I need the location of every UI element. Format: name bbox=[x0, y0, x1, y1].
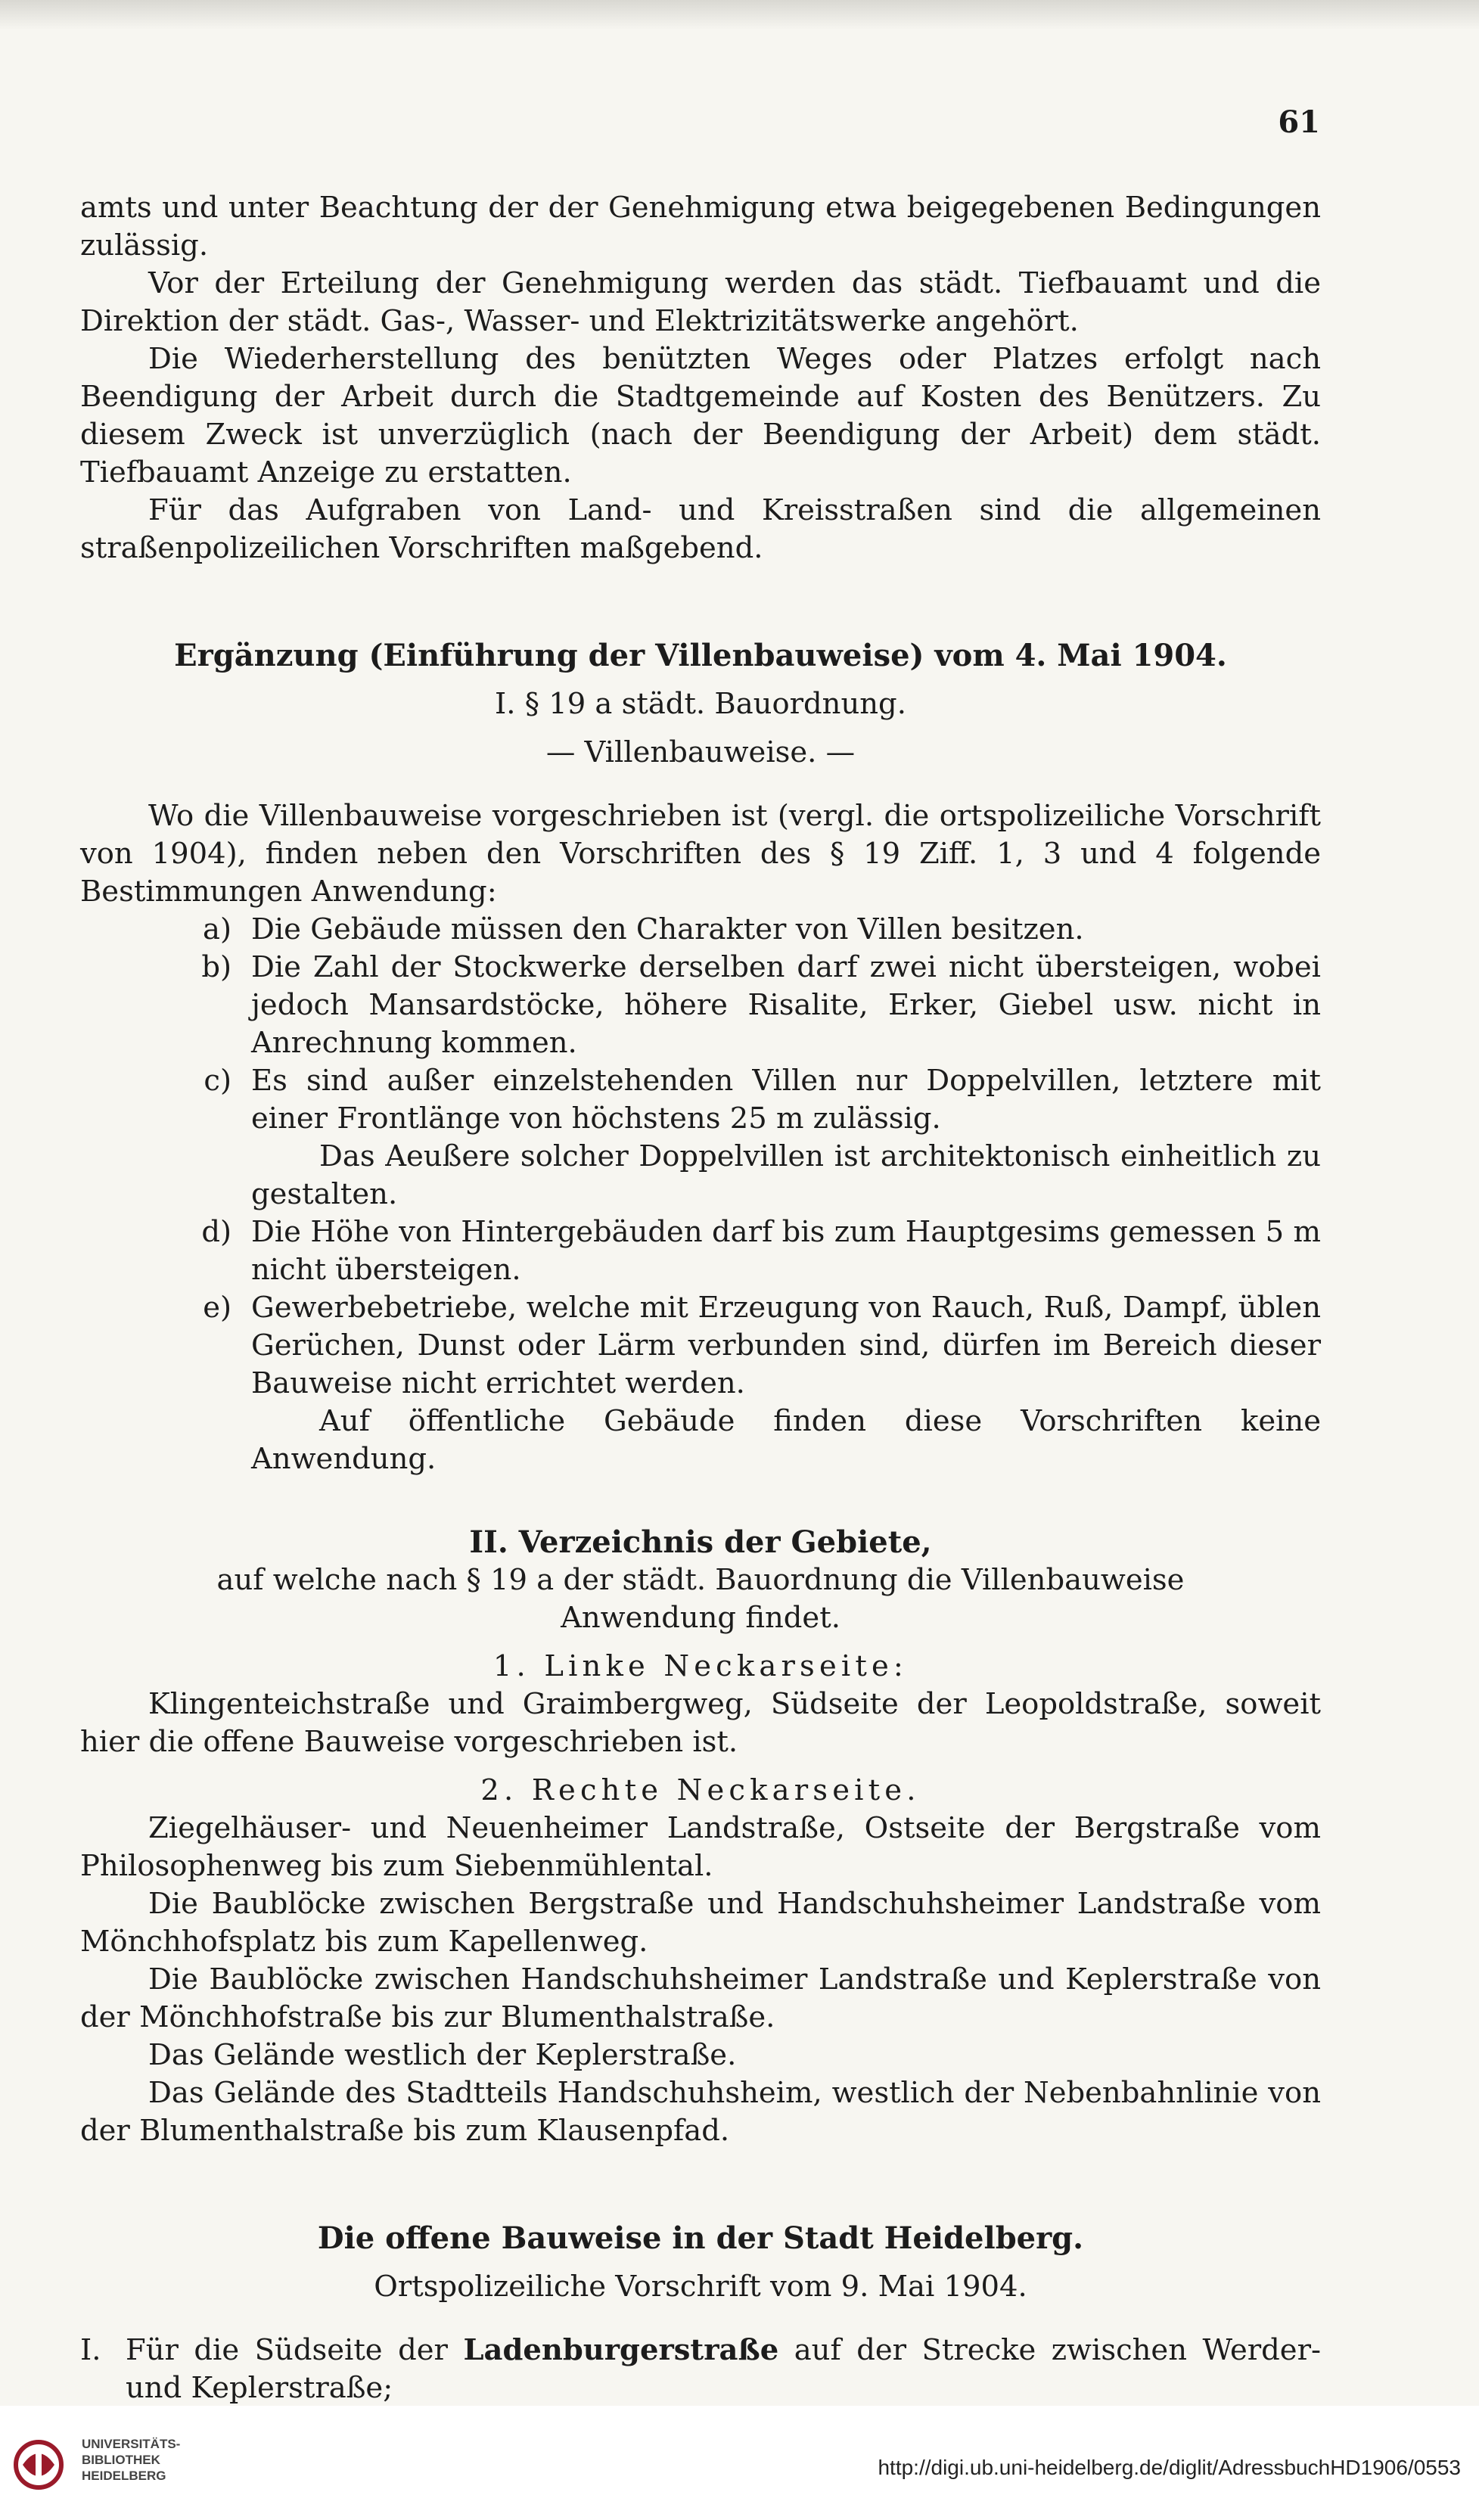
list-label: e) bbox=[203, 1291, 231, 1325]
page-content bbox=[80, 189, 1321, 2407]
paragraph-restoration: Die Wiederherstellung des benützten Weges oder Platzes erfolgt nach Beendigung der Arbeit durch die Stadtgemeinde auf Kosten des Benützers. Zu diesem Zweck ist unverzüglich (nach der Beendigung der Arbeit) dem städt. Tiefbauamt Anzeige zu erstatten. bbox=[80, 342, 1321, 489]
street-name-ladenburgerstrasse: Ladenburgerstraße bbox=[463, 2333, 779, 2367]
library-name bbox=[82, 2436, 180, 2484]
paragraph-right-bank-2: Die Baublöcke zwischen Bergstraße und Handschuhsheimer Landstraße vom Mönchhofsplatz bis zum Kapellenweg. bbox=[80, 1887, 1321, 1959]
paragraph-continuation: amts und unter Beachtung der der Genehmigung etwa beigegebenen Bedingungen zulässig. bbox=[80, 191, 1321, 263]
paragraph-closing: Auf öffentliche Gebäude finden diese Vorschriften keine Anwendung. bbox=[251, 1404, 1321, 1476]
section-dashline: — Villenbauweise. — bbox=[545, 735, 856, 769]
section-title-ergaenzung: Ergänzung (Einführung der Villenbauweise) vom 4. Mai 1904. bbox=[174, 638, 1227, 673]
list-item-d bbox=[80, 1213, 1321, 1289]
library-name-line1: UNIVERSITÄTS- bbox=[82, 2437, 181, 2451]
roman-label: I. bbox=[80, 2333, 101, 2367]
list-text: Die Höhe von Hintergebäuden darf bis zum Hauptgesims gemessen 5 m nicht übersteigen. bbox=[251, 1215, 1321, 1287]
heading-right-bank: 2. Rechte Neckarseite. bbox=[480, 1773, 921, 1807]
library-name-line3: HEIDELBERG bbox=[82, 2469, 166, 2483]
section-title-verzeichnis: II. Verzeichnis der Gebiete, bbox=[469, 1524, 932, 1560]
paragraph-intro: Wo die Villenbauweise vorgeschrieben ist (vergl. die ortspolizeiliche Vorschrift von 1904), finden neben den Vorschriften des § 19 Ziff. 1, 3 und 4 folgende Bestimmungen Anwendung: bbox=[80, 799, 1321, 909]
paragraph-hearing: Vor der Erteilung der Genehmigung werden das städt. Tiefbauamt und die Direktion der städt. Gas-, Wasser- und Elektrizitätswerke angehört. bbox=[80, 266, 1321, 338]
section-subtitle-line2: Anwendung findet. bbox=[561, 1601, 840, 1635]
list-text: Die Gebäude müssen den Charakter von Villen besitzen. bbox=[251, 912, 1084, 946]
list-note-c: Das Aeußere solcher Doppelvillen ist architektonisch einheitlich zu gestalten. bbox=[251, 1139, 1321, 1211]
source-url[interactable]: http://digi.ub.uni-heidelberg.de/diglit/AdressbuchHD1906/0553 bbox=[878, 2456, 1461, 2479]
subtitle-text: I. § 19 a städt. Bauordnung. bbox=[495, 687, 906, 721]
text-before: Für die Südseite der bbox=[126, 2333, 448, 2367]
list-text: Gewerbebetriebe, welche mit Erzeugung von Rauch, Ruß, Dampf, üblen Gerüchen, Dunst oder Lärm verbunden sind, dürfen im Bereich dieser Bauweise nicht errichtet werden. bbox=[251, 1291, 1321, 1400]
paragraph-right-bank-5: Das Gelände des Stadtteils Handschuhsheim, westlich der Nebenbahnlinie von der Blumenthalstraße bis zum Klausenpfad. bbox=[80, 2076, 1321, 2148]
section-subtitle-vorschrift: Ortspolizeiliche Vorschrift vom 9. Mai 1904. bbox=[374, 2270, 1027, 2304]
list-item-e bbox=[80, 1289, 1321, 1403]
paragraph-right-bank-1: Ziegelhäuser- und Neuenheimer Landstraße, Ostseite der Bergstraße vom Philosophenweg bis zum Siebenmühlental. bbox=[80, 1811, 1321, 1883]
list-item-c bbox=[80, 1062, 1321, 1138]
list-item-a bbox=[80, 911, 1321, 949]
list-label: d) bbox=[201, 1215, 231, 1249]
roman-text bbox=[126, 2332, 1321, 2407]
library-name-line2: BIBLIOTHEK bbox=[82, 2453, 160, 2467]
text-after: auf der Strecke zwischen Werder- und Keplerstraße; bbox=[126, 2333, 1321, 2405]
list-text: Es sind außer einzelstehenden Villen nur Doppelvillen, letztere mit einer Frontlänge von höchstens 25 m zulässig. bbox=[251, 1064, 1321, 1136]
section-title-offene-bauweise: Die offene Bauweise in der Stadt Heidelberg. bbox=[317, 2220, 1084, 2256]
list-label: a) bbox=[203, 912, 231, 946]
footer-bar bbox=[0, 2406, 1479, 2520]
scan-edge bbox=[0, 0, 1479, 30]
list-item-b bbox=[80, 949, 1321, 1062]
list-text: Die Zahl der Stockwerke derselben darf zwei nicht übersteigen, wobei jedoch Mansardstöcke, höhere Risalite, Erker, Giebel usw. nicht in Anrechnung kommen. bbox=[251, 950, 1321, 1060]
list-label: c) bbox=[204, 1064, 231, 1098]
section-subtitle-bauordnung bbox=[80, 685, 1321, 723]
paragraph-right-bank-3: Die Baublöcke zwischen Handschuhsheimer Landstraße und Keplerstraße von der Mönchhofstraße bis zur Blumenthalstraße. bbox=[80, 1962, 1321, 2034]
heading-left-bank: 1. Linke Neckarseite: bbox=[492, 1649, 909, 1683]
heidelberg-library-logo-icon bbox=[12, 2435, 65, 2498]
paragraph-roads: Für das Aufgraben von Land- und Kreisstraßen sind die allgemeinen straßenpolizeilichen Vorschriften maßgebend. bbox=[80, 493, 1321, 565]
section-subtitle-line1: auf welche nach § 19 a der städt. Bauordnung die Villenbauweise bbox=[216, 1563, 1185, 1597]
paragraph-left-bank: Klingenteichstraße und Graimbergweg, Südseite der Leopoldstraße, soweit hier die offene Bauweise vorgeschrieben ist. bbox=[80, 1687, 1321, 1759]
page-number: 61 bbox=[1278, 104, 1320, 140]
roman-item-1 bbox=[80, 2332, 1321, 2407]
paragraph-right-bank-4: Das Gelände westlich der Keplerstraße. bbox=[148, 2038, 737, 2072]
list-label: b) bbox=[201, 950, 231, 984]
